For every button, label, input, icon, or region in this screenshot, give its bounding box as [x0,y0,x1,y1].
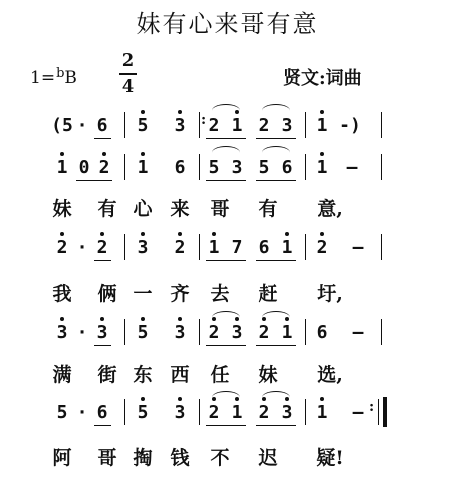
meter-line [119,73,137,75]
lyrics-line-4 [0,443,455,473]
note: 2 [258,402,270,423]
note: 1 [281,322,293,343]
high-dot [320,397,324,401]
lyric-char: 心 [133,198,153,220]
key-note: B [64,68,77,88]
lyric-char: 满 [52,364,72,386]
high-dot [178,232,182,236]
barline [381,112,382,138]
stave-5 [0,391,455,441]
lyric-char: 阿 [52,447,72,469]
note: 2 [258,322,270,343]
note: 3 [96,322,108,343]
slur [262,146,290,159]
underline [206,138,246,139]
underline [256,345,296,346]
barline [199,399,200,425]
slur [212,311,240,324]
barline [305,234,306,260]
note: 6 [174,157,186,178]
lyric-char: 妹 [52,198,72,220]
underline [206,425,246,426]
underline [206,345,246,346]
note: 2 [208,402,220,423]
barline [124,234,125,260]
note: 3 [174,322,186,343]
slur [262,391,290,404]
slur [212,391,240,404]
barline [381,154,382,180]
lyric-char: 不 [210,447,230,469]
lyric-char: 选, [317,364,343,386]
note: 0 [78,157,90,178]
note: 3 [231,322,243,343]
high-dot [141,397,145,401]
dot: · [76,237,88,258]
note: 3 [174,402,186,423]
underline [206,260,246,261]
stave-4 [0,311,455,361]
note: 2 [258,115,270,136]
note: 5 [56,402,68,423]
repeat-dots: : [369,399,375,415]
underline [206,180,246,181]
note: 1 [316,402,328,423]
lyrics-line-1 [0,194,455,224]
note: 2 [208,322,220,343]
note: 1 [316,115,328,136]
barline [378,399,379,425]
lyric-char: 掏 [133,447,153,469]
repeat-dots: : [201,112,207,128]
stave-2 [0,146,455,196]
underline [94,260,111,261]
lyric-char: 街 [97,364,117,386]
meter-top: 2 [121,50,135,71]
lyric-char: 任 [210,364,230,386]
barline [199,154,200,180]
note: 3 [137,237,149,258]
lyric-char: 有 [97,198,117,220]
lyric-char: 钱 [170,447,190,469]
note: 5 [208,157,220,178]
credit: 贤文:词曲 [283,68,362,89]
lyric-char: 迟 [258,447,278,469]
slur [212,146,240,159]
high-dot [178,397,182,401]
underline [256,260,296,261]
high-dot [320,232,324,236]
note: 6 [258,237,270,258]
underline [256,425,296,426]
note: 2 [174,237,186,258]
underline [256,180,296,181]
barline [305,319,306,345]
barline [124,112,125,138]
high-dot [60,317,64,321]
dash: – [352,402,364,423]
note: 6 [96,402,108,423]
note: 1 [231,115,243,136]
note: 1 [231,402,243,423]
barline [124,399,125,425]
note: 5 [137,322,149,343]
lyric-char: 圩, [317,283,343,305]
lyric-char: 一 [133,283,153,305]
high-dot [60,232,64,236]
underline [256,138,296,139]
final-barline [383,397,387,427]
slur [212,104,240,117]
dash: – [352,322,364,343]
dot: · [76,115,88,136]
lyric-char: 妹 [258,364,278,386]
high-dot [100,232,104,236]
lyric-char: 疑! [316,447,344,469]
lyric-char: 东 [133,364,153,386]
note: 5 [258,157,270,178]
note: 1 [137,157,149,178]
barline [381,234,382,260]
barline [305,112,306,138]
note: 3 [231,157,243,178]
slur [262,104,290,117]
high-dot [102,152,106,156]
barline [381,319,382,345]
note: 1 [56,157,68,178]
song-title: 妹有心来哥有意 [136,10,319,38]
barline [124,319,125,345]
underline [94,138,111,139]
note: 2 [208,115,220,136]
high-dot [100,317,104,321]
high-dot [178,317,182,321]
note: 1 [316,157,328,178]
lyric-char: 赶 [258,283,278,305]
high-dot [60,152,64,156]
note: 6 [316,322,328,343]
barline [305,154,306,180]
barline [305,399,306,425]
stave-3 [0,226,455,276]
lyric-char: 有 [258,198,278,220]
lyric-char: 我 [52,283,72,305]
barline [199,112,200,138]
barline [199,319,200,345]
note: 3 [281,402,293,423]
note: (5 [51,115,73,136]
lyric-char: 哥 [210,198,230,220]
dot: · [76,322,88,343]
meter-bottom: 4 [121,76,135,97]
note: 6 [96,115,108,136]
note: 3 [281,115,293,136]
key-prefix: 1= [30,68,56,88]
note: 3 [174,115,186,136]
note: 1 [208,237,220,258]
note: 3 [56,322,68,343]
underline [76,180,112,181]
note: 2 [98,157,110,178]
high-dot [320,110,324,114]
time-signature [119,50,137,98]
high-dot [212,232,216,236]
high-dot [320,152,324,156]
high-dot [141,110,145,114]
note: 6 [281,157,293,178]
high-dot [141,232,145,236]
key-signature [30,66,77,88]
barline [124,154,125,180]
underline [94,425,111,426]
high-dot [141,317,145,321]
barline [199,234,200,260]
rest-close: -) [339,115,361,136]
slur [262,311,290,324]
dash: — [346,157,358,178]
note: 2 [56,237,68,258]
underline [94,345,111,346]
note: 7 [231,237,243,258]
lyric-char: 去 [210,283,230,305]
lyric-char: 来 [170,198,190,220]
lyric-char: 哥 [97,447,117,469]
note: 5 [137,402,149,423]
lyrics-line-2 [0,279,455,309]
note: 5 [137,115,149,136]
lyric-char: 齐 [170,283,190,305]
high-dot [141,152,145,156]
lyrics-line-3 [0,360,455,390]
high-dot [178,110,182,114]
lyric-char: 西 [170,364,190,386]
note: 1 [281,237,293,258]
lyric-char: 俩 [97,283,117,305]
key-flat: b [56,66,65,81]
dot: · [76,402,88,423]
high-dot [285,232,289,236]
note: 2 [96,237,108,258]
lyric-char: 意, [317,198,343,220]
dash: – [352,237,364,258]
note: 2 [316,237,328,258]
